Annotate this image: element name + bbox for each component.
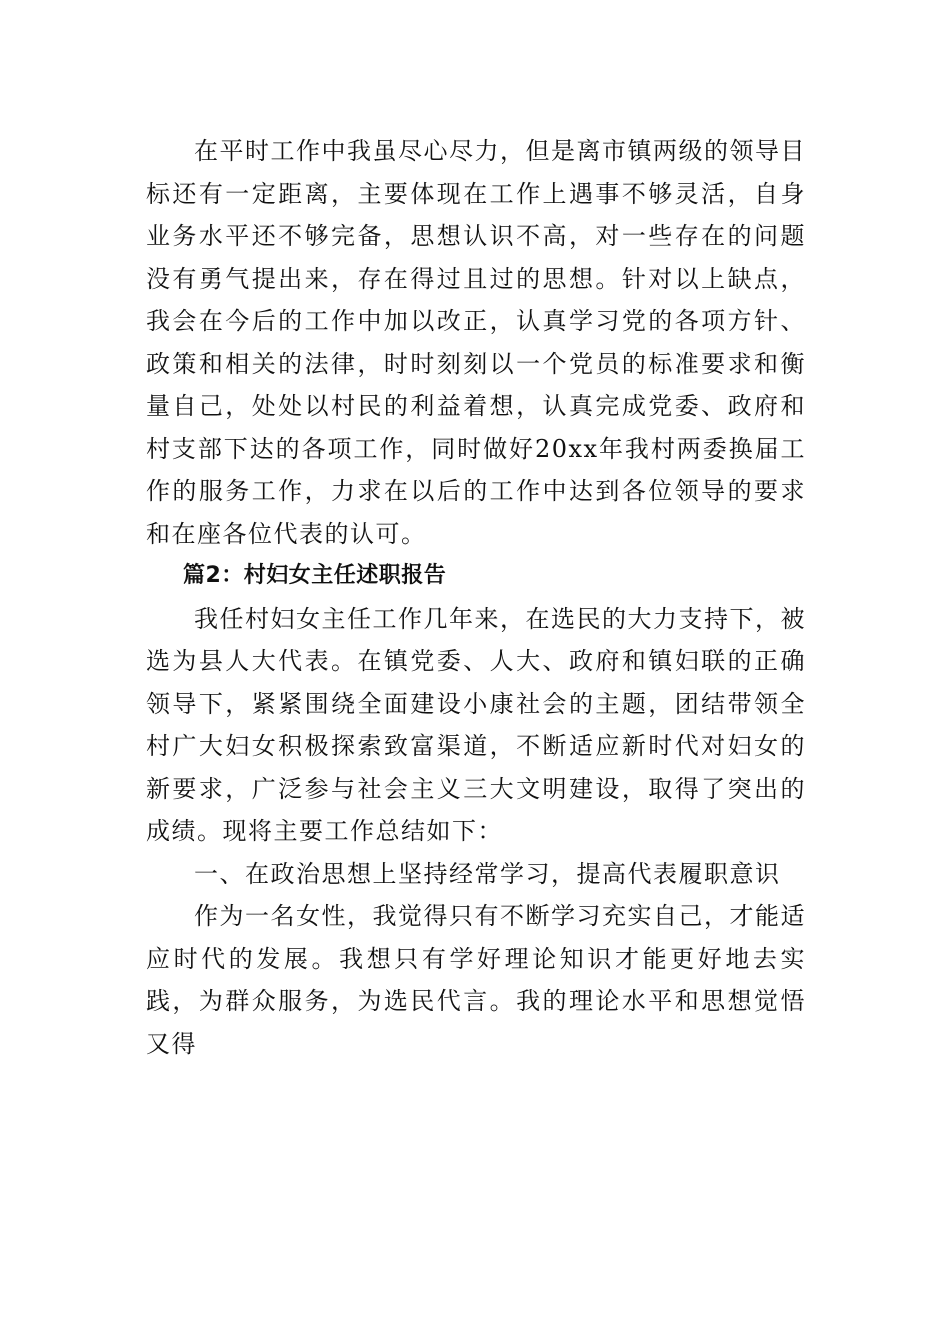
paragraph-study: 作为一名女性，我觉得只有不断学习充实自己，才能适应时代的发展。我想只有学好理论知识才能更好地去实践，为群众服务，为选民代言。我的理论水平和思想觉悟又得 (146, 902, 806, 1058)
section-heading: 篇2：村妇女主任述职报告 (183, 563, 447, 588)
document-page (146, 130, 806, 1065)
paragraph-intro: 我任村妇女主任工作几年来，在选民的大力支持下，被选为县人大代表。在镇党委、人大、政府和镇妇联的正确领导下，紧紧围绕全面建设小康社会的主题，团结带领全村广大妇女积极探索致富渠道，不断适应新时代对妇女的新要求，广泛参与社会主义三大文明建设，取得了突出的成绩。现将主要工作总结如下： (146, 604, 806, 845)
paragraph-self-assessment: 在平时工作中我虽尽心尽力，但是离市镇两级的领导目标还有一定距离，主要体现在工作上遇事不够灵活，自身业务水平还不够完备，思想认识不高，对一些存在的问题没有勇气提出来，存在得过且过的思想。针对以上缺点，我会在今后的工作中加以改正，认真学习党的各项方针、政策和相关的法律，时时刻刻以一个党员的标准要求和衡量自己，处处以村民的利益着想，认真完成党委、政府和村支部下达的各项工作，同时做好20xx年我村两委换届工作的服务工作，力求在以后的工作中达到各位领导的要求和在座各位代表的认可。 (146, 137, 806, 548)
subsection-title: 一、在政治思想上坚持经常学习，提高代表履职意识 (194, 859, 781, 888)
